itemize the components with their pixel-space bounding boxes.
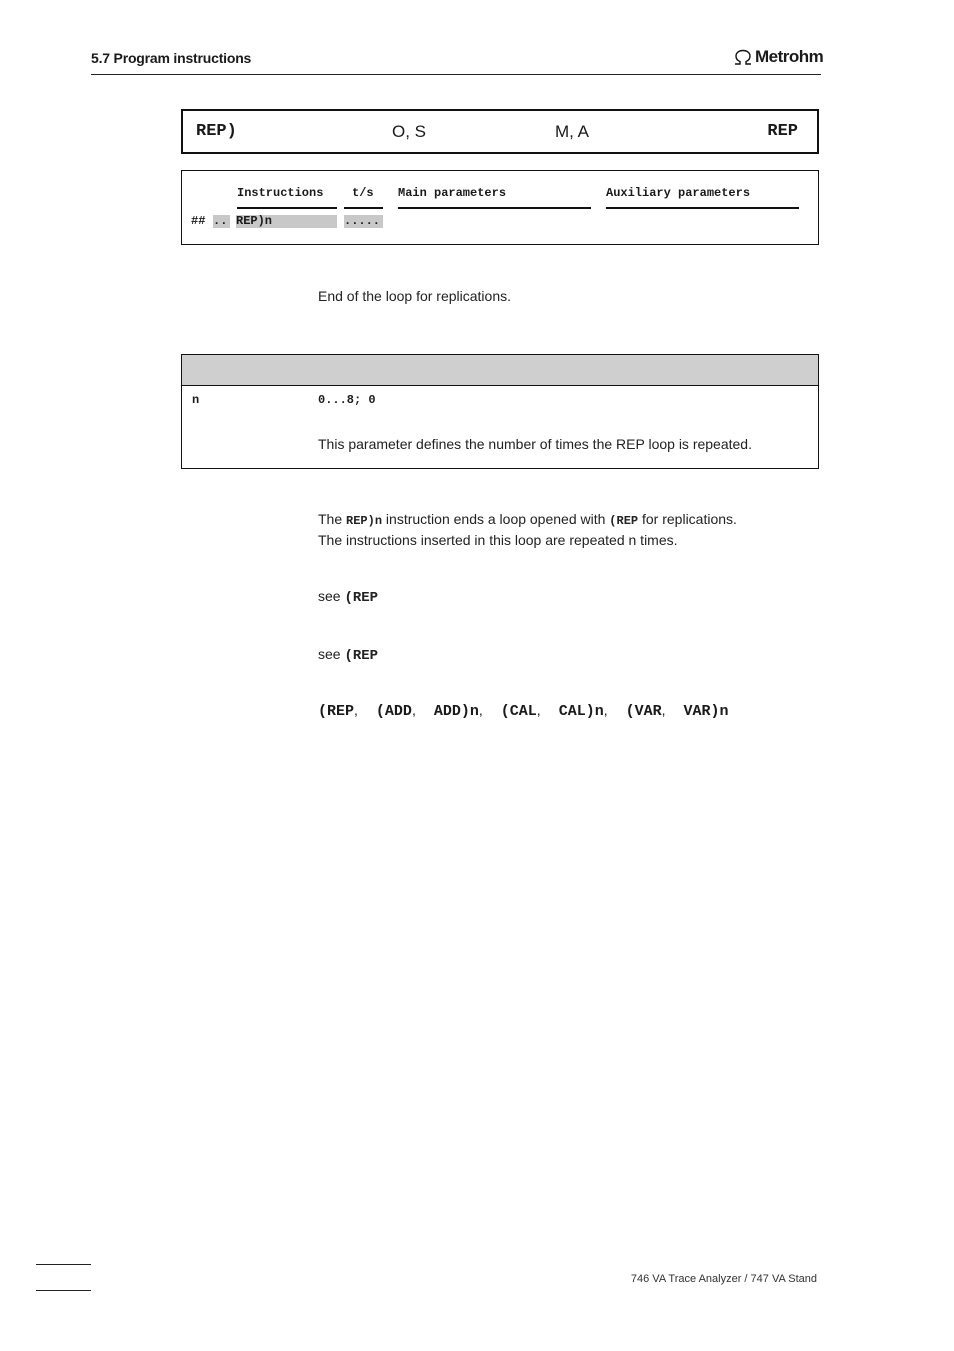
underline-aux [606,207,799,209]
note-paragraph [318,510,737,550]
brand-logo [733,47,823,67]
see-prefix: see [318,646,345,662]
line-number: ## [191,214,206,228]
related-item: VAR)n [683,703,729,720]
parameter-description: This parameter defines the number of times the REP loop is repeated. [318,436,752,452]
separator: , [661,702,666,718]
see-code: (REP [344,590,379,606]
mode-os: O, S [392,122,427,141]
instruction-description: End of the loop for replications. [318,288,512,304]
note-line-2: The instructions inserted in this loop are repeated n times. [318,532,678,548]
see-reference-2 [318,646,378,664]
note-text-3: for replications. [638,511,737,527]
instruction-code: REP [767,122,798,141]
see-reference-1 [318,588,378,606]
line-dots: .. [213,215,230,228]
parameter-range: 0...8; 0 [318,393,376,407]
header-rule [91,74,821,75]
mode-ma: M, A [555,122,590,141]
related-item: CAL)n [558,703,604,720]
separator: , [411,702,416,718]
parameter-table-header [182,355,818,386]
parameter-table [181,354,819,469]
section-heading: 5.7 Program instructions [91,50,252,66]
instruction-screen [181,170,819,245]
footer-rule-top [36,1264,91,1265]
col-aux-params: Auxiliary parameters [606,186,751,200]
related-instructions [318,702,729,720]
col-ts: t/s [352,186,374,200]
separator: , [536,702,541,718]
related-item: (VAR [625,703,662,720]
separator: , [603,702,608,718]
see-prefix: see [318,588,345,604]
col-main-params: Main parameters [398,186,507,200]
brand-name: Metrohm [755,47,824,66]
underline-instructions [237,207,337,209]
instruction-field: REP)n [236,215,337,228]
footer-rule-bottom [36,1290,91,1291]
note-line-1 [318,510,737,531]
inline-code-rep-end: REP)n [346,514,383,528]
related-item: (CAL [500,703,537,720]
omega-icon [733,49,753,65]
separator: , [354,702,358,718]
related-item: ADD)n [433,703,479,720]
see-code: (REP [344,648,379,664]
col-instructions: Instructions [237,186,324,200]
separator: , [478,702,483,718]
inline-code-rep-start: (REP [609,514,639,528]
underline-main [398,207,591,209]
footer-product: 746 VA Trace Analyzer / 747 VA Stand [630,1273,817,1285]
parameter-name: n [192,393,200,407]
instruction-name: REP) [196,122,237,141]
underline-ts [344,207,383,209]
note-text-1: The [318,511,347,527]
ts-field: ..... [344,215,383,228]
instruction-title-box [181,109,819,154]
related-item: (ADD [375,703,412,720]
related-item: (REP [318,703,355,720]
note-text-2: instruction ends a loop opened with [382,511,610,527]
